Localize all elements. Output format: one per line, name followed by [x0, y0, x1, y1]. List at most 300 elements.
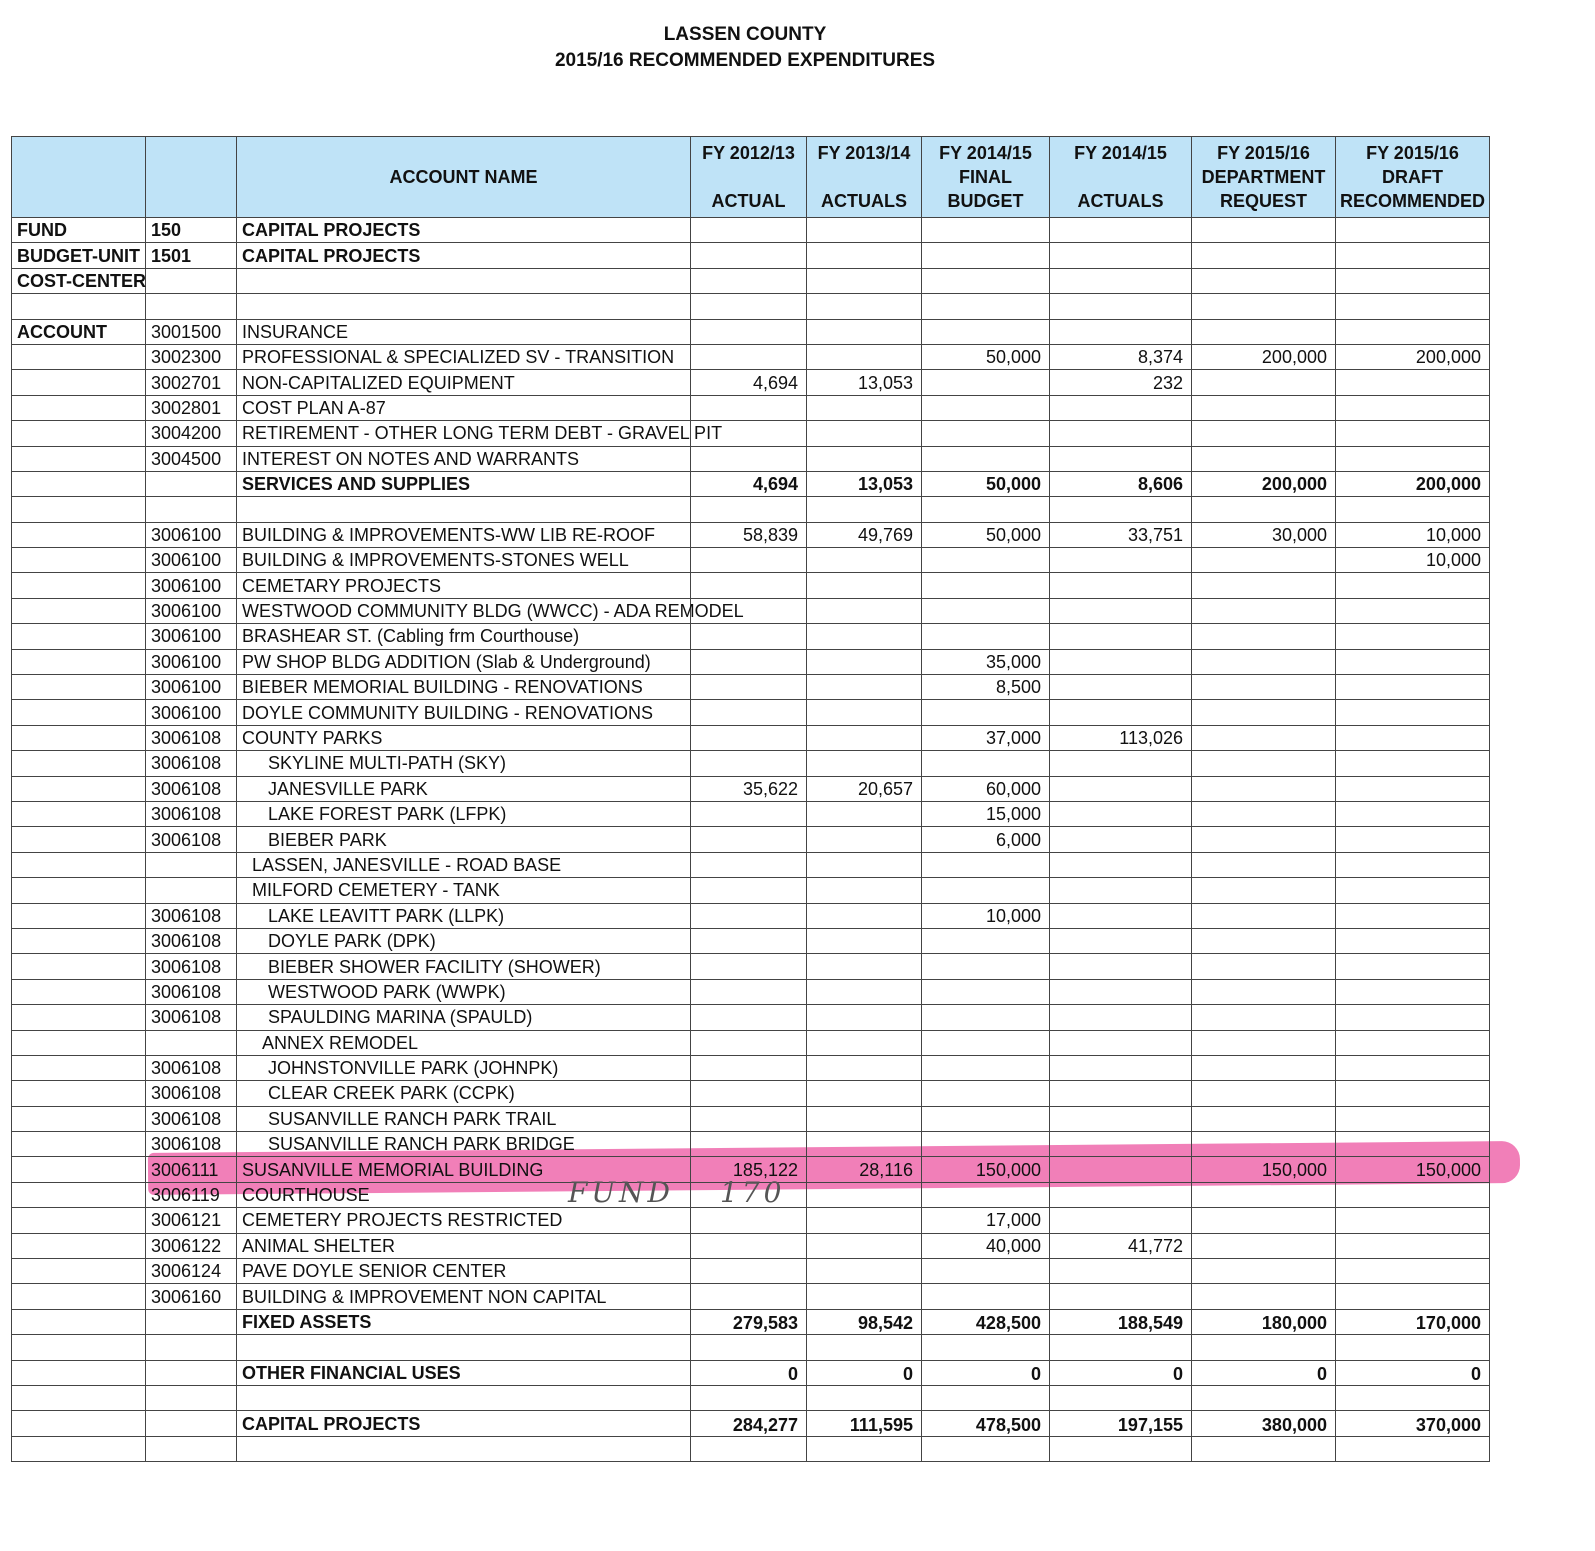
account-name: PROFESSIONAL & SPECIALIZED SV - TRANSITION: [237, 344, 691, 369]
amount-cell: [691, 827, 807, 852]
table-body: [12, 218, 1490, 1462]
handwritten-note-number: 170: [720, 1176, 786, 1209]
header-fy2014-actuals: FY 2014/15 ACTUALS: [1050, 137, 1192, 218]
account-code: [146, 1309, 237, 1334]
amount-cell: [807, 294, 922, 319]
amount-cell: [807, 878, 922, 903]
amount-cell: [922, 1385, 1050, 1410]
amount-cell: [1192, 598, 1336, 623]
account-name: DOYLE PARK (DPK): [237, 928, 691, 953]
row-label: [12, 1335, 146, 1360]
table-row: [12, 1411, 1490, 1436]
amount-cell: [1192, 751, 1336, 776]
amount-cell: 8,500: [922, 675, 1050, 700]
amount-cell: [1336, 801, 1490, 826]
amount-cell: [691, 1055, 807, 1080]
row-label: [12, 1055, 146, 1080]
amount-cell: [1192, 852, 1336, 877]
amount-cell: 200,000: [1192, 344, 1336, 369]
row-label: [12, 1259, 146, 1284]
table-row: [12, 928, 1490, 953]
amount-cell: 150,000: [1336, 1157, 1490, 1182]
amount-cell: [922, 700, 1050, 725]
row-label: [12, 1436, 146, 1461]
amount-cell: [922, 319, 1050, 344]
amount-cell: [1336, 294, 1490, 319]
amount-cell: [1192, 700, 1336, 725]
account-name: ANIMAL SHELTER: [237, 1233, 691, 1258]
row-label: [12, 548, 146, 573]
amount-cell: 50,000: [922, 522, 1050, 547]
header-fy2015-draft-recommended: FY 2015/16 DRAFT RECOMMENDED: [1336, 137, 1490, 218]
row-label: [12, 801, 146, 826]
table-row: [12, 801, 1490, 826]
amount-cell: [1192, 649, 1336, 674]
row-label: [12, 1284, 146, 1309]
amount-cell: 428,500: [922, 1309, 1050, 1334]
account-name: RETIREMENT - OTHER LONG TERM DEBT - GRAVEL PIT: [237, 421, 691, 446]
row-label: [12, 1106, 146, 1131]
amount-cell: [807, 979, 922, 1004]
table-row: [12, 1081, 1490, 1106]
amount-cell: [922, 1436, 1050, 1461]
amount-cell: [807, 954, 922, 979]
amount-cell: [1336, 268, 1490, 293]
amount-cell: [1050, 294, 1192, 319]
account-name: ANNEX REMODEL: [237, 1030, 691, 1055]
amount-cell: [1050, 1106, 1192, 1131]
account-code: 3004200: [146, 421, 237, 446]
amount-cell: [1050, 1335, 1192, 1360]
amount-cell: [1192, 1259, 1336, 1284]
amount-cell: [1192, 624, 1336, 649]
table-row: [12, 1309, 1490, 1334]
amount-cell: 50,000: [922, 344, 1050, 369]
table-row: [12, 852, 1490, 877]
amount-cell: 200,000: [1336, 344, 1490, 369]
account-name: FIXED ASSETS: [237, 1309, 691, 1334]
amount-cell: [1336, 878, 1490, 903]
account-code: 3006100: [146, 548, 237, 573]
account-code: 3006108: [146, 725, 237, 750]
account-name: BRASHEAR ST. (Cabling frm Courthouse): [237, 624, 691, 649]
header-fy2013-actuals: FY 2013/14 ACTUALS: [807, 137, 922, 218]
table-row: [12, 497, 1490, 522]
amount-cell: [1192, 827, 1336, 852]
amount-cell: [1192, 1132, 1336, 1157]
amount-cell: 0: [1050, 1360, 1192, 1385]
amount-cell: [922, 624, 1050, 649]
amount-cell: [1336, 928, 1490, 953]
amount-cell: 0: [922, 1360, 1050, 1385]
table-row: [12, 1233, 1490, 1258]
row-label: [12, 344, 146, 369]
amount-cell: [1336, 218, 1490, 243]
amount-cell: [1050, 827, 1192, 852]
header-code: [146, 137, 237, 218]
row-label: [12, 1309, 146, 1334]
account-name: DOYLE COMMUNITY BUILDING - RENOVATIONS: [237, 700, 691, 725]
amount-cell: [691, 649, 807, 674]
amount-cell: 113,026: [1050, 725, 1192, 750]
amount-cell: [922, 1055, 1050, 1080]
amount-cell: [1192, 1182, 1336, 1207]
row-label: [12, 903, 146, 928]
amount-cell: [922, 1284, 1050, 1309]
amount-cell: [1336, 776, 1490, 801]
table-row: [12, 370, 1490, 395]
amount-cell: [1050, 1436, 1192, 1461]
amount-cell: 380,000: [1192, 1411, 1336, 1436]
table-row: [12, 1259, 1490, 1284]
amount-cell: [807, 1259, 922, 1284]
amount-cell: [1192, 1233, 1336, 1258]
amount-cell: [1336, 675, 1490, 700]
amount-cell: [691, 624, 807, 649]
amount-cell: [1336, 1233, 1490, 1258]
expenditures-table: [11, 136, 1490, 1462]
account-name: BUILDING & IMPROVEMENTS-WW LIB RE-ROOF: [237, 522, 691, 547]
amount-cell: 15,000: [922, 801, 1050, 826]
table-row: [12, 344, 1490, 369]
account-code: 3006100: [146, 700, 237, 725]
amount-cell: 50,000: [922, 471, 1050, 496]
amount-cell: [807, 1055, 922, 1080]
amount-cell: 232: [1050, 370, 1192, 395]
account-name: CLEAR CREEK PARK (CCPK): [237, 1081, 691, 1106]
amount-cell: [691, 1436, 807, 1461]
table-row: [12, 598, 1490, 623]
amount-cell: [807, 751, 922, 776]
amount-cell: [1050, 954, 1192, 979]
amount-cell: [691, 218, 807, 243]
account-name: [237, 497, 691, 522]
account-name: [237, 1335, 691, 1360]
handwritten-note-fund: FUND: [568, 1176, 674, 1209]
amount-cell: 13,053: [807, 471, 922, 496]
account-code: [146, 1335, 237, 1360]
amount-cell: [807, 649, 922, 674]
amount-cell: [691, 1233, 807, 1258]
amount-cell: [1050, 1005, 1192, 1030]
amount-cell: [1336, 979, 1490, 1004]
amount-cell: [691, 675, 807, 700]
amount-cell: [807, 1106, 922, 1131]
table-row: [12, 700, 1490, 725]
amount-cell: 13,053: [807, 370, 922, 395]
table-row: [12, 675, 1490, 700]
amount-cell: 49,769: [807, 522, 922, 547]
amount-cell: [807, 725, 922, 750]
amount-cell: [1336, 1030, 1490, 1055]
table-row: [12, 649, 1490, 674]
account-code: 3006108: [146, 1081, 237, 1106]
amount-cell: [691, 852, 807, 877]
amount-cell: 111,595: [807, 1411, 922, 1436]
account-code: [146, 1385, 237, 1410]
account-name: SKYLINE MULTI-PATH (SKY): [237, 751, 691, 776]
amount-cell: [1336, 852, 1490, 877]
amount-cell: [807, 1436, 922, 1461]
amount-cell: [1192, 801, 1336, 826]
amount-cell: 33,751: [1050, 522, 1192, 547]
account-name: BUILDING & IMPROVEMENTS-STONES WELL: [237, 548, 691, 573]
account-code: 3006108: [146, 1055, 237, 1080]
amount-cell: [807, 1182, 922, 1207]
amount-cell: [691, 928, 807, 953]
amount-cell: [1192, 675, 1336, 700]
amount-cell: [1336, 1081, 1490, 1106]
row-label: [12, 827, 146, 852]
amount-cell: [1192, 776, 1336, 801]
account-code: 3006124: [146, 1259, 237, 1284]
amount-cell: [807, 598, 922, 623]
account-code: 3006100: [146, 649, 237, 674]
row-label: [12, 675, 146, 700]
amount-cell: [691, 395, 807, 420]
table-row: [12, 1208, 1490, 1233]
amount-cell: [1050, 497, 1192, 522]
amount-cell: [1050, 700, 1192, 725]
amount-cell: [807, 1233, 922, 1258]
account-code: 3006108: [146, 1132, 237, 1157]
amount-cell: 28,116: [807, 1157, 922, 1182]
amount-cell: [1336, 700, 1490, 725]
amount-cell: 0: [807, 1360, 922, 1385]
account-code: 3006108: [146, 776, 237, 801]
account-name: WESTWOOD PARK (WWPK): [237, 979, 691, 1004]
amount-cell: [1050, 751, 1192, 776]
account-code: 3006100: [146, 598, 237, 623]
row-label: [12, 751, 146, 776]
table-row: [12, 548, 1490, 573]
table-row: [12, 1030, 1490, 1055]
account-code: 3006108: [146, 928, 237, 953]
amount-cell: [1050, 1132, 1192, 1157]
amount-cell: 98,542: [807, 1309, 922, 1334]
amount-cell: [807, 268, 922, 293]
account-code: 3006108: [146, 1005, 237, 1030]
amount-cell: [922, 598, 1050, 623]
amount-cell: [691, 979, 807, 1004]
amount-cell: [1336, 954, 1490, 979]
amount-cell: 284,277: [691, 1411, 807, 1436]
amount-cell: [922, 370, 1050, 395]
row-label: [12, 1157, 146, 1182]
amount-cell: [1192, 548, 1336, 573]
table-row: [12, 1284, 1490, 1309]
account-code: [146, 1030, 237, 1055]
account-code: 150: [146, 218, 237, 243]
amount-cell: [1050, 776, 1192, 801]
amount-cell: [1336, 725, 1490, 750]
amount-cell: [922, 268, 1050, 293]
table-row: [12, 979, 1490, 1004]
amount-cell: [1050, 598, 1192, 623]
amount-cell: [691, 268, 807, 293]
amount-cell: [922, 1005, 1050, 1030]
row-label: [12, 700, 146, 725]
amount-cell: [1192, 243, 1336, 268]
amount-cell: 20,657: [807, 776, 922, 801]
account-name: INTEREST ON NOTES AND WARRANTS: [237, 446, 691, 471]
amount-cell: [691, 573, 807, 598]
amount-cell: 0: [691, 1360, 807, 1385]
amount-cell: [1050, 218, 1192, 243]
amount-cell: [807, 1132, 922, 1157]
amount-cell: [691, 243, 807, 268]
row-label: [12, 1182, 146, 1207]
account-code: 3006108: [146, 801, 237, 826]
account-name: CAPITAL PROJECTS: [237, 243, 691, 268]
account-name: SUSANVILLE MEMORIAL BUILDING: [237, 1157, 691, 1182]
table-row: [12, 776, 1490, 801]
amount-cell: [922, 1106, 1050, 1131]
account-name: SUSANVILLE RANCH PARK TRAIL: [237, 1106, 691, 1131]
table-row: [12, 1360, 1490, 1385]
account-name: MILFORD CEMETERY - TANK: [237, 878, 691, 903]
amount-cell: [1192, 1385, 1336, 1410]
account-name: COURTHOUSE: [237, 1182, 691, 1207]
table-row: [12, 1385, 1490, 1410]
row-label: [12, 1208, 146, 1233]
account-name: BIEBER SHOWER FACILITY (SHOWER): [237, 954, 691, 979]
account-code: 3006108: [146, 979, 237, 1004]
account-code: 3006100: [146, 675, 237, 700]
account-name: COST PLAN A-87: [237, 395, 691, 420]
table-row: [12, 1106, 1490, 1131]
amount-cell: [1192, 218, 1336, 243]
amount-cell: [1192, 1030, 1336, 1055]
amount-cell: [807, 395, 922, 420]
amount-cell: [1336, 319, 1490, 344]
amount-cell: [807, 573, 922, 598]
header-row: [12, 137, 1490, 218]
amount-cell: [1192, 903, 1336, 928]
amount-cell: [691, 1005, 807, 1030]
amount-cell: [1336, 624, 1490, 649]
amount-cell: [1336, 1132, 1490, 1157]
amount-cell: [691, 878, 807, 903]
amount-cell: [691, 725, 807, 750]
amount-cell: [691, 1081, 807, 1106]
row-label: [12, 421, 146, 446]
amount-cell: [807, 1335, 922, 1360]
account-code: 3006111: [146, 1157, 237, 1182]
amount-cell: [807, 675, 922, 700]
amount-cell: [807, 497, 922, 522]
amount-cell: [1192, 725, 1336, 750]
account-code: [146, 1411, 237, 1436]
amount-cell: 4,694: [691, 370, 807, 395]
amount-cell: [1050, 395, 1192, 420]
amount-cell: [807, 421, 922, 446]
amount-cell: 41,772: [1050, 1233, 1192, 1258]
amount-cell: [691, 497, 807, 522]
amount-cell: 180,000: [1192, 1309, 1336, 1334]
account-name: LAKE FOREST PARK (LFPK): [237, 801, 691, 826]
row-label: [12, 1132, 146, 1157]
amount-cell: [691, 954, 807, 979]
row-label: [12, 370, 146, 395]
amount-cell: [691, 751, 807, 776]
account-name: NON-CAPITALIZED EQUIPMENT: [237, 370, 691, 395]
amount-cell: [691, 1385, 807, 1410]
amount-cell: [1050, 928, 1192, 953]
row-label: [12, 776, 146, 801]
amount-cell: [1050, 801, 1192, 826]
amount-cell: [1336, 1284, 1490, 1309]
amount-cell: [922, 1259, 1050, 1284]
amount-cell: [922, 954, 1050, 979]
account-name: [237, 268, 691, 293]
row-label: [12, 1081, 146, 1106]
amount-cell: [1192, 319, 1336, 344]
amount-cell: [1050, 421, 1192, 446]
amount-cell: [1336, 1055, 1490, 1080]
account-code: 3006100: [146, 624, 237, 649]
amount-cell: [807, 1005, 922, 1030]
account-name: OTHER FINANCIAL USES: [237, 1360, 691, 1385]
amount-cell: [1192, 1335, 1336, 1360]
amount-cell: 279,583: [691, 1309, 807, 1334]
amount-cell: [1336, 1208, 1490, 1233]
amount-cell: [922, 852, 1050, 877]
account-code: 3002701: [146, 370, 237, 395]
amount-cell: [807, 344, 922, 369]
row-label: [12, 471, 146, 496]
account-code: [146, 268, 237, 293]
amount-cell: [1050, 1284, 1192, 1309]
amount-cell: [1192, 1005, 1336, 1030]
amount-cell: [1050, 446, 1192, 471]
table-row: [12, 268, 1490, 293]
amount-cell: [922, 446, 1050, 471]
amount-cell: [1192, 954, 1336, 979]
amount-cell: [1050, 675, 1192, 700]
amount-cell: [1192, 370, 1336, 395]
row-label: [12, 1005, 146, 1030]
table-row: [12, 1335, 1490, 1360]
amount-cell: [807, 827, 922, 852]
row-label: [12, 1233, 146, 1258]
account-name: CEMETERY PROJECTS RESTRICTED: [237, 1208, 691, 1233]
amount-cell: [1050, 979, 1192, 1004]
row-label: [12, 979, 146, 1004]
amount-cell: [691, 1259, 807, 1284]
amount-cell: [1050, 573, 1192, 598]
row-label: [12, 294, 146, 319]
row-label: [12, 954, 146, 979]
row-label: COST-CENTER: [12, 268, 146, 293]
row-label: ACCOUNT: [12, 319, 146, 344]
amount-cell: [691, 446, 807, 471]
account-name: BIEBER PARK: [237, 827, 691, 852]
table-row: [12, 1055, 1490, 1080]
amount-cell: [1192, 421, 1336, 446]
amount-cell: [691, 1106, 807, 1131]
account-name: [237, 1436, 691, 1461]
amount-cell: [1050, 1157, 1192, 1182]
amount-cell: 58,839: [691, 522, 807, 547]
amount-cell: 10,000: [922, 903, 1050, 928]
amount-cell: [1192, 573, 1336, 598]
account-code: 3006108: [146, 954, 237, 979]
amount-cell: [1336, 497, 1490, 522]
amount-cell: [922, 928, 1050, 953]
amount-cell: [691, 700, 807, 725]
header-fy2014-final-budget: FY 2014/15 FINAL BUDGET: [922, 137, 1050, 218]
